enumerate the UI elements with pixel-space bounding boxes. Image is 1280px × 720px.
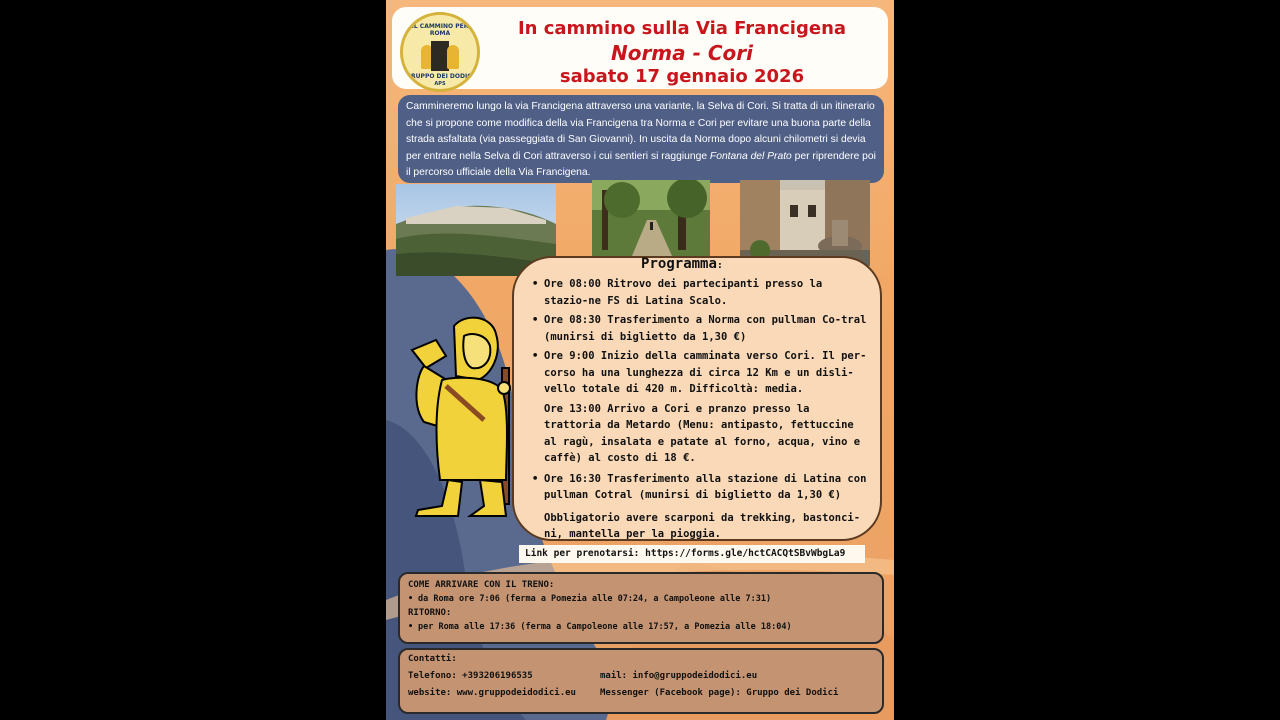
- program-list: [532, 276, 872, 546]
- booking-label: Link per prenotarsi:: [525, 548, 640, 559]
- description-text-end: per riprendere poi il percorso ufficiale della Via Francigena.: [406, 150, 876, 179]
- train-return-title: RITORNO:: [408, 608, 452, 618]
- program-item: • Ore 16:30 Trasferimento alla stazione di Latina con pullman Cotral (munirsi di biglietto da 1,30 €): [532, 471, 872, 504]
- train-return: • per Roma alle 17:36 (ferma a Campoleone alle 17:57, a Pomezia alle 18:04): [408, 622, 792, 632]
- logo-text-bottom: GRUPPO DEI DODICI: [406, 73, 474, 80]
- train-return-text: per Roma alle 17:36 (ferma a Campoleone alle 17:57, a Pomezia alle 18:04): [418, 622, 792, 632]
- logo-text-top: IL CAMMINO PER ROMA: [411, 23, 469, 37]
- description-text: Cammineremo lungo la via Francigena attraverso una variante, la Selva di Cori. Si tratta di un itinerario che si propone come modifica della via Francigena tra Norma e Cori per evitare una buona parte della strada asfaltata (via passeggiata di San Giovanni). In uscita da Norma dopo alcuni chilometri si devia per entrare nella Selva di Cori attraverso i cui sentieri si raggiunge: [406, 101, 875, 162]
- contacts-title: Contatti:: [408, 654, 457, 664]
- contact-mail[interactable]: mail: info@gruppodeidodici.eu: [600, 671, 758, 681]
- header-banner: [392, 7, 888, 89]
- pilgrim-figure-right: [447, 45, 459, 69]
- program-item: • Ore 08:30 Trasferimento a Norma con pullman Co-tral (munirsi di biglietto da 1,30 €): [532, 312, 872, 345]
- booking-link-box: [519, 545, 865, 563]
- pilgrim-illustration: [406, 310, 526, 530]
- group-logo: [400, 12, 480, 92]
- program-item: • Ore 08:00 Ritrovo dei partecipanti presso la stazio-ne FS di Latina Scalo.: [532, 276, 872, 309]
- program-title-colon: :: [716, 260, 723, 271]
- contacts-box: [398, 648, 884, 714]
- contact-messenger[interactable]: Messenger (Facebook page): Gruppo dei Dodici: [600, 688, 839, 698]
- contact-phone[interactable]: Telefono: +393206196535: [408, 671, 533, 681]
- cori-village-photo: [740, 180, 870, 266]
- route-title: Norma - Cori: [610, 41, 754, 65]
- event-poster: [386, 0, 894, 720]
- description-box: [398, 95, 884, 183]
- booking-link[interactable]: https://forms.gle/hctCACQtSBvWbgLa9: [645, 548, 846, 559]
- program-item: • Ore 9:00 Inizio della camminata verso Cori. Il per-corso ha una lunghezza di circa 12 Km e un disli-vello totale di 420 m. Difficoltà: media.: [532, 348, 872, 398]
- contact-website[interactable]: website: www.gruppodeidodici.eu: [408, 688, 576, 698]
- logo-text-small: APS: [434, 81, 446, 87]
- equipment-note: Obbligatorio avere scarponi da trekking, bastonci-ni, mantella per la pioggia.: [544, 511, 861, 540]
- poster-title: In cammino sulla Via Francigena: [517, 18, 847, 39]
- train-outbound: • da Roma ore 7:06 (ferma a Pomezia alle 07:24, a Campoleone alle 7:31): [408, 594, 772, 604]
- event-date: sabato 17 gennaio 2026: [559, 66, 805, 87]
- program-title: [512, 256, 852, 272]
- train-info-box: [398, 572, 884, 644]
- program-item: Ore 13:00 Arrivo a Cori e pranzo presso la trattoria da Metardo (Menu: antipasto, fettuccine al ragù, insalata e patate al forno, acqua, vino e caffè) al costo di 18 €.: [544, 402, 861, 464]
- train-title: COME ARRIVARE CON IL TRENO:: [408, 580, 555, 590]
- train-outbound-text: da Roma ore 7:06 (ferma a Pomezia alle 07:24, a Campoleone alle 7:31): [418, 594, 772, 604]
- description-italic: Fontana del Prato: [709, 150, 792, 162]
- forest-path-photo: [592, 180, 710, 256]
- program-title-text: Programma: [641, 256, 717, 272]
